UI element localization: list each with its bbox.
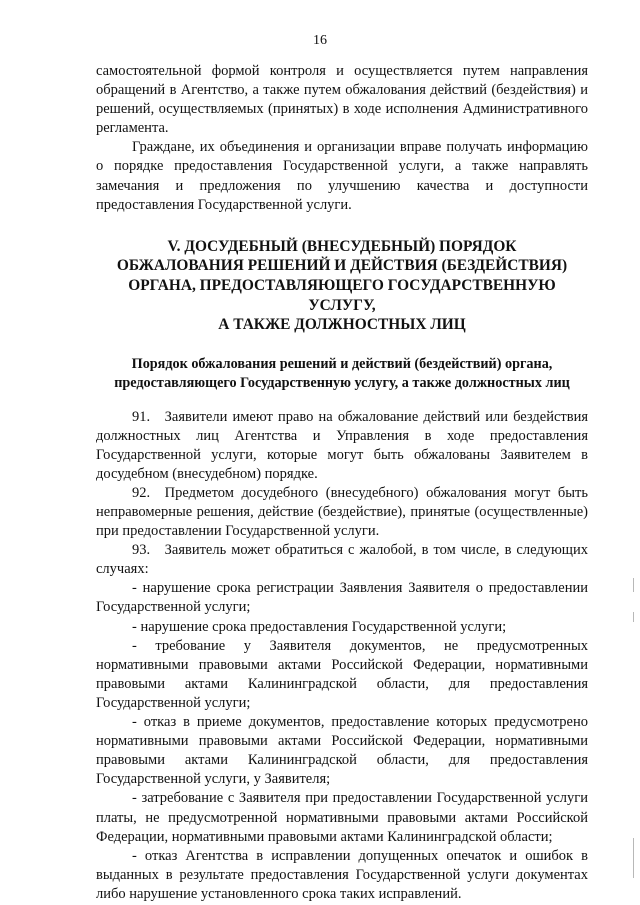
page-number: 16	[313, 33, 327, 48]
scan-edge-mark	[633, 578, 634, 592]
section-title-line: ОРГАНА, ПРЕДОСТАВЛЯЮЩЕГО ГОСУДАРСТВЕННУЮ УСЛУГУ,	[128, 276, 556, 314]
scan-edge-mark	[633, 612, 634, 622]
section-title-line: ОБЖАЛОВАНИЯ РЕШЕНИЙ И ДЕЙСТВИЯ (БЕЗДЕЙСТВИЯ)	[116, 257, 568, 275]
subsection-title-line: предоставляющего Государственную услугу, а также должностных лиц	[114, 375, 570, 392]
complaint-case-item: - нарушение срока регистрации Заявления Заявителя о предоставлении Государственной услуги;	[96, 580, 588, 616]
complaint-case-item: - отказ Агентства в исправлении допущенных опечаток и ошибок в выданных в результате предоставления Государственной услуги документах либо нарушение установленного срока таких исправлений.	[96, 847, 588, 902]
complaint-case-item: - нарушение срока предоставления Государственной услуги;	[132, 618, 507, 635]
complaint-case-item: - требование у Заявителя документов, не предусмотренных нормативными правовыми актами Российской Федерации, нормативными правовыми актами Калининградской области, для предоставления Государственной услуги;	[96, 637, 588, 711]
clause-93: 93. Заявитель может обратиться с жалобой, в том числе, в следующих случаях:	[96, 542, 588, 578]
subsection-title-line: Порядок обжалования решений и действий (бездействий) органа,	[131, 355, 553, 372]
page-content	[96, 62, 588, 904]
subsection-title	[96, 355, 588, 394]
clause-92: 92. Предметом досудебного (внесудебного) обжалования могут быть неправомерные решения, действие (бездействие), принятые (осуществленные) при предоставлении Государственной услуги.	[96, 484, 588, 540]
complaint-case-item: - затребование с Заявителя при предоставлении Государственной услуги платы, не предусмотренной нормативными правовыми актами Российской Федерации, нормативными правовыми актами Калининградской области;	[96, 790, 588, 845]
paragraph-citizens-rights: Граждане, их объединения и организации вправе получать информацию о порядке предоставления Государственной услуги, а также направлять замечания и предложения по улучшению качества и доступности предоставления Государственной услуги.	[96, 139, 588, 213]
section-title	[96, 237, 588, 335]
section-title-line: V. ДОСУДЕБНЫЙ (ВНЕСУДЕБНЫЙ) ПОРЯДОК	[167, 237, 517, 255]
clause-91: 91. Заявители имеют право на обжалование действий или бездействия должностных лиц Агентства и Управления в ходе предоставления Государственной услуги, которые могут быть обжалованы Заявителем в досудебном (внесудебном) порядке.	[96, 408, 588, 482]
complaint-case-item: - отказ в приеме документов, предоставление которых предусмотрено нормативными правовыми актами Российской Федерации, нормативными правовыми актами Калининградской области, для предоставления Государственной услуги, у Заявителя;	[96, 714, 588, 788]
scan-edge-mark	[633, 838, 634, 878]
section-title-line: А ТАКЖЕ ДОЛЖНОСТНЫХ ЛИЦ	[218, 316, 466, 334]
paragraph-continuation: самостоятельной формой контроля и осуществляется путем направления обращений в Агентство, а также путем обжалования действий (бездействия) и решений, осуществляемых (принятых) в ходе исполнения Административного регламента.	[96, 63, 588, 137]
